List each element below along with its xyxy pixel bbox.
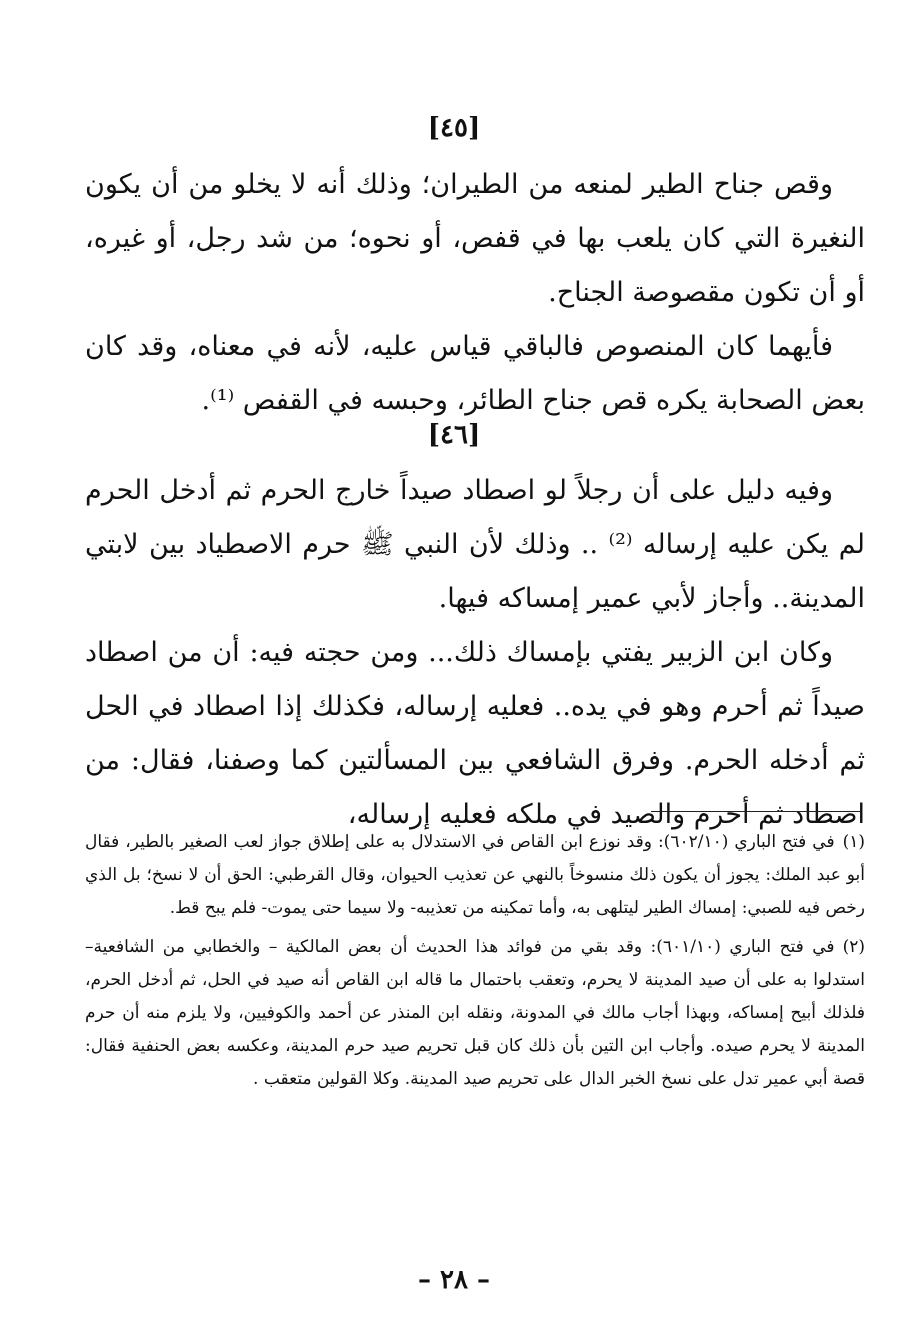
paragraph: وفيه دليل على أن رجلاً لو اصطاد صيداً خارج الحرم ثم أدخل الحرم لم يكن عليه إرساله ⁽²⁾ .. وذلك لأن النبي ﷺ حرم الاصطياد بين لابتي المدينة.. وأجاز لأبي عمير إمساكه فيها. bbox=[85, 475, 865, 614]
footnote-1 bbox=[85, 826, 865, 925]
footnote-text: في فتح الباري (٦٠١/١٠): وقد بقي من فوائد هذا الحديث أن بعض المالكية – والخطابي من الشافعية– استدلوا به على أن صيد المدينة لا يحرم، وتعقب باحتمال ما قاله ابن القاص أنه صيد في الحل، ثم أدخل الحرم، فلذلك أبيح إمساكه، وبهذا أجاب مالك في المدونة، ونقله ابن المنذر عن أحمد والكوفيين، ولا يلزم منه أن حرم المدينة لا يحرم صيده. وأجاب ابن التين بأن ذلك كان قبل تحريم صيد حرم المدينة، وعكسه بعض الحنفية فقال: قصة أبي عمير تدل على نسخ الخبر الدال على تحريم صيد المدينة. وكلا القولين متعقب . bbox=[85, 937, 865, 1089]
paragraph: فأيهما كان المنصوص فالباقي قياس عليه، لأنه في معناه، وقد كان بعض الصحابة يكره قص جناح الطائر، وحبسه في القفص ⁽¹⁾. bbox=[85, 331, 865, 416]
footnotes bbox=[85, 826, 865, 1102]
section-number-46: [٤٦] bbox=[427, 420, 481, 450]
footnote-text: في فتح الباري (٦٠٢/١٠): وقد نوزع ابن القاص في الاستدلال به على إطلاق جواز لعب الصغير بالطير، فقال أبو عبد الملك: يجوز أن يكون ذلك منسوخاً بالنهي عن تعذيب الحيوان، وقال القرطبي: الحق أن لا نسخ؛ بل الذي رخص فيه للصبي: إمساك الطير ليتلهى به، وأما تمكينه من تعذيبه- ولا سيما حتى يموت- فلم يبح قط. bbox=[85, 832, 865, 918]
footnote-number: (١) bbox=[842, 832, 865, 852]
footnote-number: (٢) bbox=[842, 937, 865, 957]
section-number-45: [٤٥] bbox=[427, 113, 481, 143]
paragraph: وقص جناح الطير لمنعه من الطيران؛ وذلك أنه لا يخلو من أن يكون النغيرة التي كان يلعب بها في قفص، أو نحوه؛ من شد رجل، أو غيره، أو أن تكون مقصوصة الجناح. bbox=[85, 169, 865, 308]
footnote-2 bbox=[85, 931, 865, 1096]
page-number: – ٢٨ – bbox=[417, 1265, 491, 1295]
section-45-text bbox=[85, 158, 865, 428]
footnote-divider bbox=[651, 811, 861, 812]
paragraph: وكان ابن الزبير يفتي بإمساك ذلك... ومن حجته فيه: أن من اصطاد صيداً ثم أحرم وهو في يده.. فعليه إرساله، فكذلك إذا اصطاد في الحل ثم أدخله الحرم. وفرق الشافعي بين المسألتين كما وصفنا، فقال: من اصطاد ثم أحرم والصيد في ملكه فعليه إرساله، bbox=[85, 637, 865, 830]
section-46-text bbox=[85, 464, 865, 842]
